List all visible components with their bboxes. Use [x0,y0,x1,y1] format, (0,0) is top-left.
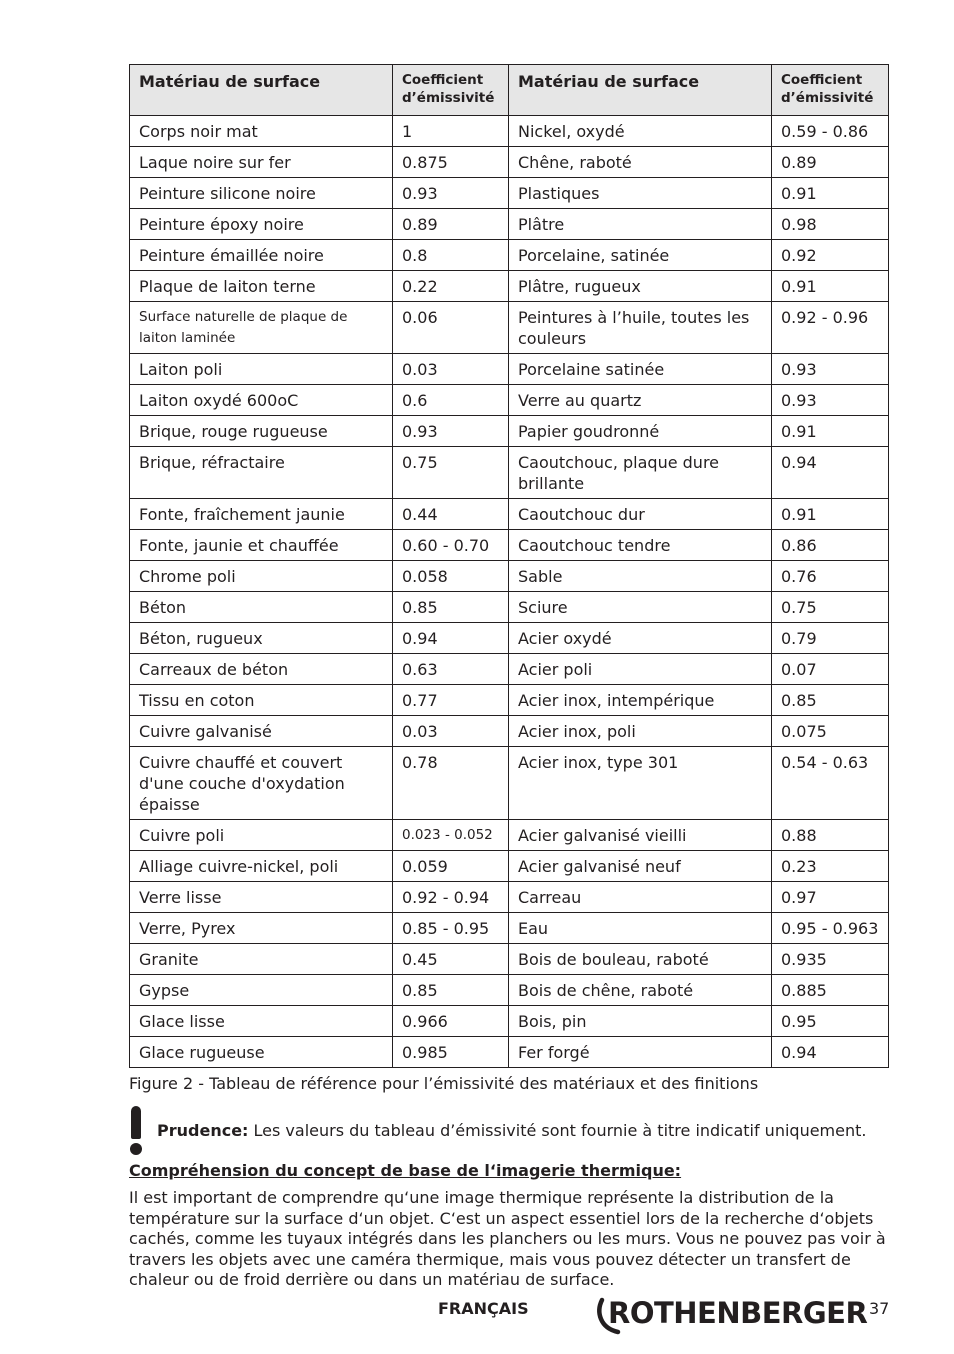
cell-coefficient-1: 0.8 [393,240,509,271]
table-row [130,209,889,240]
cell-coefficient-2: 0.86 [772,530,889,561]
cell-coefficient-1: 1 [393,116,509,147]
rothenberger-logo [594,1294,868,1336]
cell-material-2: Plâtre [509,209,772,240]
table-row [130,302,889,354]
cell-material-1: Laiton poli [130,354,393,385]
cell-material-2: Verre au quartz [509,385,772,416]
cell-material-2: Bois de bouleau, raboté [509,944,772,975]
cell-coefficient-1: 0.023 - 0.052 [393,820,509,851]
cell-material-2: Caoutchouc tendre [509,530,772,561]
cell-material-2: Acier galvanisé vieilli [509,820,772,851]
cell-coefficient-2: 0.885 [772,975,889,1006]
cell-coefficient-1: 0.93 [393,178,509,209]
table-row [130,530,889,561]
cell-coefficient-1: 0.85 - 0.95 [393,913,509,944]
cell-coefficient-1: 0.03 [393,716,509,747]
table-row [130,975,889,1006]
cell-material-1: Cuivre poli [130,820,393,851]
cell-material-2: Porcelaine satinée [509,354,772,385]
cell-coefficient-2: 0.97 [772,882,889,913]
header-coefficient-2: Coefficient d’émissivité [772,65,889,116]
cell-material-2: Papier goudronné [509,416,772,447]
cell-coefficient-2: 0.89 [772,147,889,178]
cell-material-1: Brique, réfractaire [130,447,393,499]
table-row [130,147,889,178]
cell-coefficient-2: 0.88 [772,820,889,851]
cell-material-2: Acier oxydé [509,623,772,654]
cell-coefficient-1: 0.06 [393,302,509,354]
cell-material-2: Bois de chêne, raboté [509,975,772,1006]
body-paragraph: Il est important de comprendre qu‘une image thermique représente la distribution de la température sur la surface d‘un objet. C‘est un aspect essentiel lors de la recherche d‘objets cachés, comme les tuyaux intégrés dans les planchers ou les murs. Vous ne pouvez pas voir à travers les objets avec une caméra thermique, mais vous pouvez détecter un transfert de chaleur ou de froid derrière ou dans un matériau de surface. [129,1188,886,1289]
table-row [130,1037,889,1068]
cell-coefficient-2: 0.59 - 0.86 [772,116,889,147]
table-row [130,685,889,716]
cell-coefficient-2: 0.98 [772,209,889,240]
caution-text [157,1121,866,1140]
cell-material-1: Peinture époxy noire [130,209,393,240]
cell-coefficient-1: 0.966 [393,1006,509,1037]
cell-coefficient-1: 0.92 - 0.94 [393,882,509,913]
cell-coefficient-1: 0.22 [393,271,509,302]
cell-material-1: Granite [130,944,393,975]
cell-material-1: Glace lisse [130,1006,393,1037]
cell-coefficient-1: 0.93 [393,416,509,447]
cell-material-2: Acier galvanisé neuf [509,851,772,882]
table-row [130,851,889,882]
cell-coefficient-2: 0.54 - 0.63 [772,747,889,820]
table-row [130,944,889,975]
cell-material-1: Béton [130,592,393,623]
cell-coefficient-2: 0.85 [772,685,889,716]
caution-note [129,1106,889,1156]
table-row [130,116,889,147]
cell-coefficient-1: 0.78 [393,747,509,820]
section-heading: Compréhension du concept de base de l‘imagerie thermique: [129,1161,682,1180]
table-body [130,116,889,1068]
cell-material-1: Carreaux de béton [130,654,393,685]
table-row [130,354,889,385]
cell-coefficient-2: 0.93 [772,354,889,385]
cell-material-1: Corps noir mat [130,116,393,147]
cell-material-1: Gypse [130,975,393,1006]
table-row [130,499,889,530]
cell-coefficient-2: 0.935 [772,944,889,975]
cell-coefficient-1: 0.85 [393,592,509,623]
cell-coefficient-2: 0.075 [772,716,889,747]
emissivity-table [129,64,889,1068]
page-number: 37 [869,1299,890,1318]
cell-material-1: Cuivre chauffé et couvert d'une couche d'oxydation épaisse [130,747,393,820]
cell-material-1: Peinture émaillée noire [130,240,393,271]
cell-coefficient-2: 0.95 [772,1006,889,1037]
cell-coefficient-1: 0.60 - 0.70 [393,530,509,561]
logo-wordmark: ROTHENBERGER [608,1296,868,1330]
cell-coefficient-1: 0.058 [393,561,509,592]
table-row [130,820,889,851]
cell-coefficient-2: 0.07 [772,654,889,685]
cell-material-1: Surface naturelle de plaque de laiton laminée [130,302,393,354]
cell-coefficient-1: 0.75 [393,447,509,499]
cell-material-2: Peintures à l’huile, toutes les couleurs [509,302,772,354]
table-row [130,654,889,685]
cell-material-2: Acier inox, poli [509,716,772,747]
cell-coefficient-2: 0.94 [772,447,889,499]
cell-coefficient-1: 0.94 [393,623,509,654]
table-row [130,882,889,913]
figure-caption: Figure 2 - Tableau de référence pour l’émissivité des matériaux et des finitions [129,1074,759,1093]
table-row [130,561,889,592]
cell-material-2: Chêne, raboté [509,147,772,178]
cell-material-2: Caoutchouc dur [509,499,772,530]
cell-material-1: Plaque de laiton terne [130,271,393,302]
cell-coefficient-1: 0.059 [393,851,509,882]
table-row [130,271,889,302]
cell-material-2: Acier inox, intempérique [509,685,772,716]
caution-body: Les valeurs du tableau d’émissivité sont fournie à titre indicatif uniquement. [248,1121,867,1140]
cell-material-1: Laiton oxydé 600oC [130,385,393,416]
cell-coefficient-2: 0.94 [772,1037,889,1068]
cell-material-2: Nickel, oxydé [509,116,772,147]
table-row [130,913,889,944]
cell-coefficient-2: 0.92 - 0.96 [772,302,889,354]
cell-coefficient-1: 0.45 [393,944,509,975]
cell-material-2: Plâtre, rugueux [509,271,772,302]
cell-coefficient-1: 0.77 [393,685,509,716]
table-row [130,623,889,654]
table-row [130,385,889,416]
cell-coefficient-1: 0.03 [393,354,509,385]
cell-material-1: Glace rugueuse [130,1037,393,1068]
cell-coefficient-2: 0.91 [772,271,889,302]
cell-coefficient-1: 0.89 [393,209,509,240]
cell-coefficient-2: 0.79 [772,623,889,654]
cell-coefficient-2: 0.23 [772,851,889,882]
cell-coefficient-1: 0.875 [393,147,509,178]
cell-material-1: Brique, rouge rugueuse [130,416,393,447]
cell-material-1: Cuivre galvanisé [130,716,393,747]
cell-material-1: Chrome poli [130,561,393,592]
cell-material-2: Sciure [509,592,772,623]
cell-material-2: Eau [509,913,772,944]
cell-material-2: Acier inox, type 301 [509,747,772,820]
cell-material-1: Fonte, fraîchement jaunie [130,499,393,530]
exclamation-icon [129,1106,143,1154]
footer-language: FRANÇAIS [438,1299,529,1318]
cell-coefficient-2: 0.91 [772,499,889,530]
cell-material-2: Sable [509,561,772,592]
cell-material-2: Acier poli [509,654,772,685]
cell-coefficient-2: 0.92 [772,240,889,271]
cell-material-2: Fer forgé [509,1037,772,1068]
cell-coefficient-2: 0.91 [772,178,889,209]
cell-coefficient-1: 0.85 [393,975,509,1006]
cell-coefficient-1: 0.44 [393,499,509,530]
cell-material-1: Alliage cuivre-nickel, poli [130,851,393,882]
cell-material-2: Carreau [509,882,772,913]
caution-label: Prudence: [157,1121,249,1140]
cell-material-2: Porcelaine, satinée [509,240,772,271]
table-row [130,178,889,209]
cell-material-1: Verre lisse [130,882,393,913]
table-row [130,240,889,271]
cell-coefficient-1: 0.6 [393,385,509,416]
cell-coefficient-2: 0.75 [772,592,889,623]
cell-material-1: Peinture silicone noire [130,178,393,209]
table-row [130,447,889,499]
table-row [130,592,889,623]
header-material-1: Matériau de surface [130,65,393,116]
cell-material-1: Verre, Pyrex [130,913,393,944]
table-row [130,716,889,747]
cell-coefficient-1: 0.985 [393,1037,509,1068]
cell-material-2: Bois, pin [509,1006,772,1037]
header-material-2: Matériau de surface [509,65,772,116]
cell-coefficient-1: 0.63 [393,654,509,685]
cell-material-2: Caoutchouc, plaque dure brillante [509,447,772,499]
cell-material-1: Tissu en coton [130,685,393,716]
table-row [130,416,889,447]
cell-coefficient-2: 0.95 - 0.963 [772,913,889,944]
table-header-row [130,65,889,116]
table-row [130,747,889,820]
cell-material-1: Béton, rugueux [130,623,393,654]
header-coefficient-1: Coefficient d’émissivité [393,65,509,116]
cell-coefficient-2: 0.91 [772,416,889,447]
cell-coefficient-2: 0.76 [772,561,889,592]
cell-material-1: Laque noire sur fer [130,147,393,178]
cell-material-2: Plastiques [509,178,772,209]
cell-coefficient-2: 0.93 [772,385,889,416]
table-row [130,1006,889,1037]
cell-material-1: Fonte, jaunie et chauffée [130,530,393,561]
